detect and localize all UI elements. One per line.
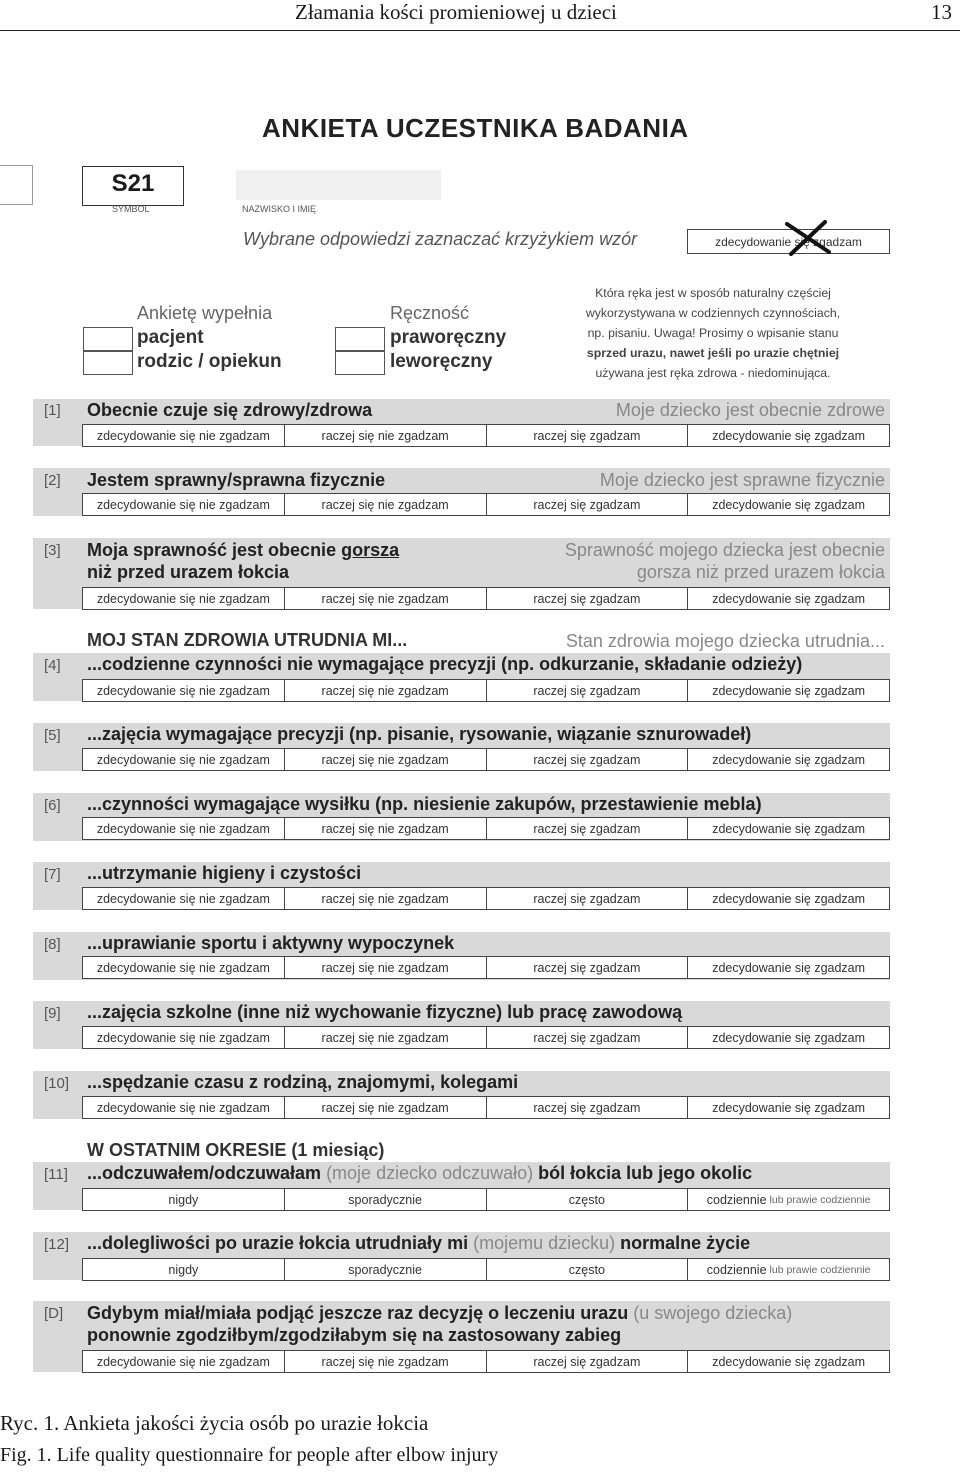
question-number: [3] [44,542,61,559]
question-alt-text: Moje dziecko jest sprawne fizycznie [599,470,885,490]
frequency-option-label: sporadycznie [348,1192,422,1207]
question-number: [9] [44,1005,61,1022]
answer-scale[interactable] [82,1096,890,1119]
question-text: ...zajęcia wymagające precyzji (np. pisanie, rysowanie, wiązanie sznurowadeł) [87,724,752,744]
question-text [87,1232,750,1254]
answer-option[interactable]: raczej się zgadzam [487,1351,689,1372]
note-line: sprzed urazu, nawet jeśli po urazie chętniej [586,346,840,360]
frequency-option[interactable] [487,1189,689,1210]
name-field[interactable] [236,170,441,200]
instruction-text: Wybrane odpowiedzi zaznaczać krzyżykiem wzór [243,229,638,249]
answer-option[interactable]: zdecydowanie się nie zgadzam [83,749,285,770]
answer-option[interactable]: raczej się zgadzam [487,425,689,446]
header-title: Złamania kości promieniowej u dzieci [295,0,617,24]
underlined-word: gorsza [341,540,400,560]
answer-option[interactable]: zdecydowanie się zgadzam [712,428,866,443]
question-text-alt: (moje dziecko odczuwało) [326,1163,534,1183]
question-alt-text [565,539,885,583]
question-text-part: ...dolegliwości po urazie łokcia utrudniały mi [87,1233,474,1253]
question-number: [4] [44,657,61,674]
frequency-option-label: codziennie [706,1262,767,1277]
question-number: [1] [44,402,61,419]
frequency-option-label: sporadycznie [348,1262,422,1277]
answer-option[interactable]: raczej się zgadzam [487,818,689,839]
question-text [87,1302,792,1346]
frequency-option[interactable] [285,1259,487,1280]
question-text-part: niż przed urazem łokcia [87,562,290,582]
frequency-option[interactable] [285,1189,487,1210]
section-heading: MOJ STAN ZDROWIA UTRUDNIA MI... [87,630,408,650]
section-heading: W OSTATNIM OKRESIE (1 miesiąc) [87,1140,385,1160]
question-text-alt: (mojemu dziecku) [473,1233,616,1253]
frequency-option-label: nigdy [168,1192,199,1207]
question-text: ...spędzanie czasu z rodziną, znajomymi, kolegami [87,1072,519,1092]
section-alt-heading: Stan zdrowia mojego dziecka utrudnia... [565,631,885,651]
answer-option[interactable]: raczej się nie zgadzam [285,957,487,978]
question-text-part: Gdybym miał/miała podjąć jeszcze raz decyzję o leczeniu urazu [87,1303,634,1323]
frequency-scale[interactable] [82,1258,890,1281]
answer-option[interactable]: zdecydowanie się zgadzam [712,497,866,512]
question-text: ...uprawianie sportu i aktywny wypoczynek [87,933,455,953]
alt-text-line: Sprawność mojego dziecka jest obecnie [564,540,885,560]
question-number: [7] [44,866,61,883]
question-text: ...utrzymanie higieny i czystości [87,863,362,883]
answer-option[interactable]: zdecydowanie się zgadzam [712,1354,866,1369]
answer-scale[interactable] [82,493,890,516]
answer-option[interactable]: raczej się nie zgadzam [285,494,487,515]
checkbox-left-handed[interactable] [335,351,385,375]
answer-option[interactable]: raczej się nie zgadzam [285,425,487,446]
answer-option[interactable]: zdecydowanie się zgadzam [712,1030,866,1045]
checkbox-right-handed[interactable] [335,327,385,351]
frequency-scale[interactable] [82,1188,890,1211]
symbol-label: SYMBOL [112,204,150,214]
answer-option[interactable]: zdecydowanie się nie zgadzam [83,818,285,839]
answer-option[interactable]: zdecydowanie się nie zgadzam [83,1351,285,1372]
note-line: wykorzystywana w codziennych czynnościach, [585,306,841,320]
answer-option[interactable]: zdecydowanie się nie zgadzam [83,957,285,978]
question-number: [12] [44,1236,70,1253]
cross-mark-icon [783,220,833,256]
answer-option[interactable]: raczej się zgadzam [487,588,689,609]
frequency-option[interactable] [688,1189,889,1210]
answer-option[interactable]: zdecydowanie się zgadzam [712,891,866,906]
page-number: 13 [931,0,952,24]
note-line: np. pisaniu. Uwaga! Prosimy o wpisanie stanu [587,326,839,340]
answer-scale[interactable] [82,587,890,610]
question-text: Obecnie czuje się zdrowy/zdrowa [87,400,373,420]
option-right-handed: praworęczny [390,327,507,348]
answer-option[interactable]: zdecydowanie się zgadzam [712,960,866,975]
answer-scale[interactable] [82,679,890,702]
frequency-option-label: często [568,1262,605,1277]
question-number: [D] [44,1305,64,1322]
answer-option[interactable]: raczej się nie zgadzam [285,680,487,701]
answer-scale[interactable] [82,887,890,910]
question-number: [5] [44,727,61,744]
answer-option[interactable]: raczej się zgadzam [487,957,689,978]
example-answer-box: zdecydowanie się zgadzam [687,229,890,254]
answer-option[interactable]: raczej się zgadzam [487,888,689,909]
frequency-option-label: nigdy [168,1262,199,1277]
option-left-handed: leworęczny [390,351,493,372]
filled-by-title: Ankietę wypełnia [137,303,273,323]
frequency-option-note: lub prawie codziennie [769,1263,871,1276]
question-number: [6] [44,797,61,814]
answer-option[interactable]: zdecydowanie się nie zgadzam [83,888,285,909]
figure-caption-pl: Ryc. 1. Ankieta jakości życia osób po urazie łokcia [0,1411,429,1435]
answer-option[interactable]: zdecydowanie się zgadzam [712,1100,866,1115]
question-text-part: normalne życie [615,1233,751,1253]
answer-option[interactable]: zdecydowanie się nie zgadzam [83,1097,285,1118]
question-text [87,1162,752,1184]
answer-option[interactable]: zdecydowanie się zgadzam [712,591,866,606]
answer-option[interactable]: raczej się nie zgadzam [285,888,487,909]
question-number: [11] [44,1166,68,1183]
answer-option[interactable]: raczej się nie zgadzam [285,1097,487,1118]
question-text: ...czynności wymagające wysiłku (np. niesienie zakupów, przestawienie mebla) [87,794,762,814]
answer-option[interactable]: raczej się zgadzam [487,1097,689,1118]
answer-option[interactable]: raczej się zgadzam [487,1027,689,1048]
note-line: używana jest ręka zdrowa - niedominująca. [595,366,831,380]
answer-option[interactable]: zdecydowanie się nie zgadzam [83,588,285,609]
answer-option[interactable]: zdecydowanie się nie zgadzam [83,494,285,515]
question-text: Jestem sprawny/sprawna fizycznie [87,470,386,490]
option-patient: pacjent [137,327,204,348]
form-title: ANKIETA UCZESTNIKA BADANIA [262,113,689,143]
answer-option[interactable]: raczej się zgadzam [487,680,689,701]
answer-option[interactable]: raczej się nie zgadzam [285,1351,487,1372]
figure-caption-en: Fig. 1. Life quality questionnaire for people after elbow injury [0,1444,499,1466]
question-number: [8] [44,936,61,953]
answer-option[interactable]: raczej się nie zgadzam [285,588,487,609]
frequency-option-note: lub prawie codziennie [769,1193,871,1206]
question-text-part: ...odczuwałem/odczuwałam [87,1163,327,1183]
question-number: [10] [44,1075,70,1092]
question-text-part: ból łokcia lub jego okolic [533,1163,753,1183]
question-text-part: ponownie zgodziłbym/zgodziłabym się na zastosowany zabieg [87,1325,622,1345]
answer-option[interactable]: raczej się nie zgadzam [285,749,487,770]
question-alt-text: Moje dziecko jest obecnie zdrowe [615,400,885,420]
answer-option[interactable]: zdecydowanie się nie zgadzam [83,680,285,701]
question-number: [2] [44,472,61,489]
answer-scale[interactable] [82,956,890,979]
answer-scale[interactable] [82,1350,890,1373]
option-parent: rodzic / opiekun [137,351,282,372]
answer-option[interactable]: zdecydowanie się zgadzam [712,683,866,698]
name-label: NAZWISKO I IMIĘ [242,204,317,214]
frequency-option[interactable] [83,1189,285,1210]
answer-option[interactable]: zdecydowanie się nie zgadzam [83,425,285,446]
answer-option[interactable]: zdecydowanie się zgadzam [712,752,866,767]
frequency-option[interactable] [83,1259,285,1280]
answer-scale[interactable] [82,748,890,771]
handedness-title: Ręczność [390,303,470,323]
frequency-option-label: codziennie [706,1192,767,1207]
answer-option[interactable]: raczej się nie zgadzam [285,1027,487,1048]
answer-scale[interactable] [82,817,890,840]
frequency-option[interactable] [688,1259,889,1280]
question-text-part: Moja sprawność jest obecnie [87,540,342,560]
checkbox-parent[interactable] [83,351,133,375]
answer-scale[interactable] [82,1026,890,1049]
question-text: ...zajęcia szkolne (inne niż wychowanie fizyczne) lub pracę zawodową [87,1002,683,1022]
note-line: Która ręka jest w sposób naturalny częściej [595,286,831,300]
question-text: ...codzienne czynności nie wymagające precyzji (np. odkurzanie, składanie odzieży) [87,654,803,674]
checkbox-patient[interactable] [83,327,133,351]
frequency-option[interactable] [487,1259,689,1280]
running-header [0,0,960,31]
question-text-alt: (u swojego dziecka) [633,1303,793,1323]
frequency-option-label: często [568,1192,605,1207]
question-text [87,539,399,583]
answer-option[interactable]: raczej się nie zgadzam [285,818,487,839]
handedness-note [545,283,881,383]
answer-scale[interactable] [82,424,890,447]
answer-option[interactable]: zdecydowanie się zgadzam [712,821,866,836]
answer-option[interactable]: zdecydowanie się nie zgadzam [83,1027,285,1048]
answer-option[interactable]: raczej się zgadzam [487,494,689,515]
alt-text-line: gorsza niż przed urazem łokcia [636,562,885,582]
symbol-value: S21 [111,170,155,197]
edge-box [0,165,33,205]
answer-option[interactable]: raczej się zgadzam [487,749,689,770]
